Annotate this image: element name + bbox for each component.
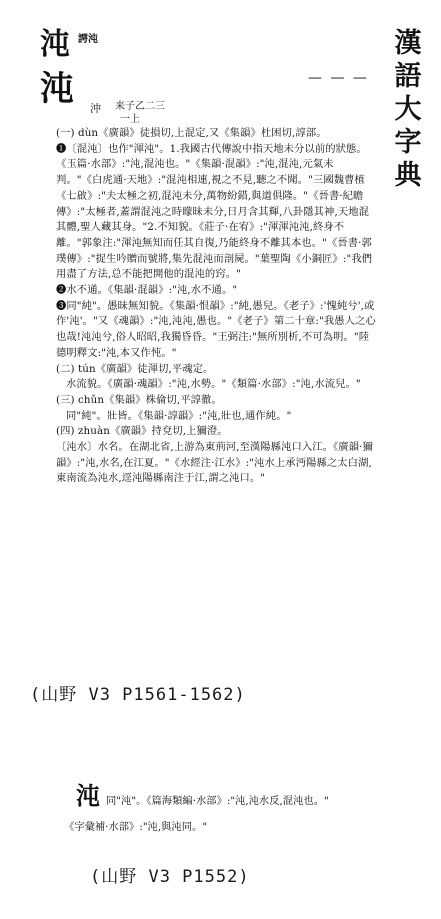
sense-three: ❸同"純"。愚昧無知貌。《集韻·恨韻》:"純,愚兒。《老子》:'愧純兮',或作'沌'。"又《魂韻》:"沌,沌沌,愚也。"《老子》第二十章:"我愚人之心也哉!沌沌兮,俗人昭昭,我獨昏昏。"王弼注:"無所別析,不可為明。"陸德明釋文:"沌,本又作忳。" [56, 299, 376, 359]
entry-body [56, 126, 376, 487]
reading-two-sense: 水流貌。《廣韻·魂韻》:"沌,水勢。"《類篇·水部》:"沌,水流兒。" [66, 378, 361, 391]
lower-head-character: 沌 [76, 781, 100, 810]
head-character: 沌 [40, 69, 74, 109]
reading-four: (四) zhuàn《廣韻》持兗切,上獮澄。 [56, 425, 228, 438]
dictionary-title [388, 30, 428, 189]
reading-three-sense: 同"純"。壯皆。《集韻·諄韻》:"沌,壯也,通作純。" [66, 409, 292, 422]
title-char: 大 [394, 94, 422, 125]
head-character-handwritten: 沌 [40, 27, 70, 62]
lower-entry-line: 同"沌"。《篇海類編·水部》:"沌,沌水反,混沌也。" [106, 795, 329, 807]
source-reference-2: 一上 [120, 114, 140, 125]
sense-two: ❷水不通。《集韻·混韻》:"沌,水不通。" [56, 284, 238, 297]
title-char: 漢 [394, 28, 422, 59]
reading-four-sense: 〔沌水〕水名。在湖北省,上游為東荊河,至漢陽縣沌口入江。《廣韻·獮韻》:"沌,水名,在江夏。"《水經注·江水》:"沌水上承沔陽縣之太白湖,東南流為沌水,逕沌陽縣南注于江,謂之沌口。" [56, 441, 373, 485]
source-reference: 来子乙二三 [115, 101, 165, 112]
title-char: 語 [394, 61, 422, 92]
reading-three: (三) chǔn《集韻》株倫切,平諄徹。 [56, 393, 222, 406]
lower-entry-body-2 [64, 820, 394, 836]
reading-one: (一) dùn《廣韻》徒損切,上混定,又《集韻》杜困切,諄部。 [56, 127, 327, 139]
head-note-2: 沖 [90, 102, 101, 115]
sense-one: ❶〔混沌〕也作"渾沌"。1.我國古代傳說中指天地未分以前的狀態。《玉篇·水部》:"沌,混沌也。"《集韻·混韻》:"沌,混沌,元氣未判。"《白虎通·天地》:"混沌相連,視之不見,聽之不聞。"三國魏曹植《七啟》:"夫太極之初,混沌未分,萬物紛錯,與道俱隆。"《晉書·紀瞻傳》:"太極者,蓋謂混沌之時曚昧未分,日月含其輝,八卦隱其神,天地混其體,聖人藏其身。"2.不知貌。《莊子·在宥》:"渾渾沌沌,終身不離。"郭象注:"渾沌無知而任其自復,乃能終身不離其本也。"《晉書·郭璞傳》:"捉生吟贈而號將,集先混沌而剖屍。"葉聖陶《小銅匠》:"我們用盡了方法,总不能把開他的混沌的窍。" [56, 142, 373, 281]
lower-entry-body [106, 794, 406, 810]
title-char: 字 [394, 127, 422, 158]
head-note: 諤沌 [78, 34, 98, 45]
title-char: 典 [394, 160, 422, 191]
lower-entry-line: 《字彙補·水部》:"沌,與沌同。" [64, 821, 208, 833]
reading-two: (二) tún《廣韻》徒渾切,平魂定。 [56, 362, 214, 375]
handwritten-reference-2: (山野 V3 P1552) [90, 867, 250, 887]
handwritten-reference: (山野 V3 P1561-1562) [30, 685, 246, 705]
dash-marks: — — — [308, 70, 369, 86]
